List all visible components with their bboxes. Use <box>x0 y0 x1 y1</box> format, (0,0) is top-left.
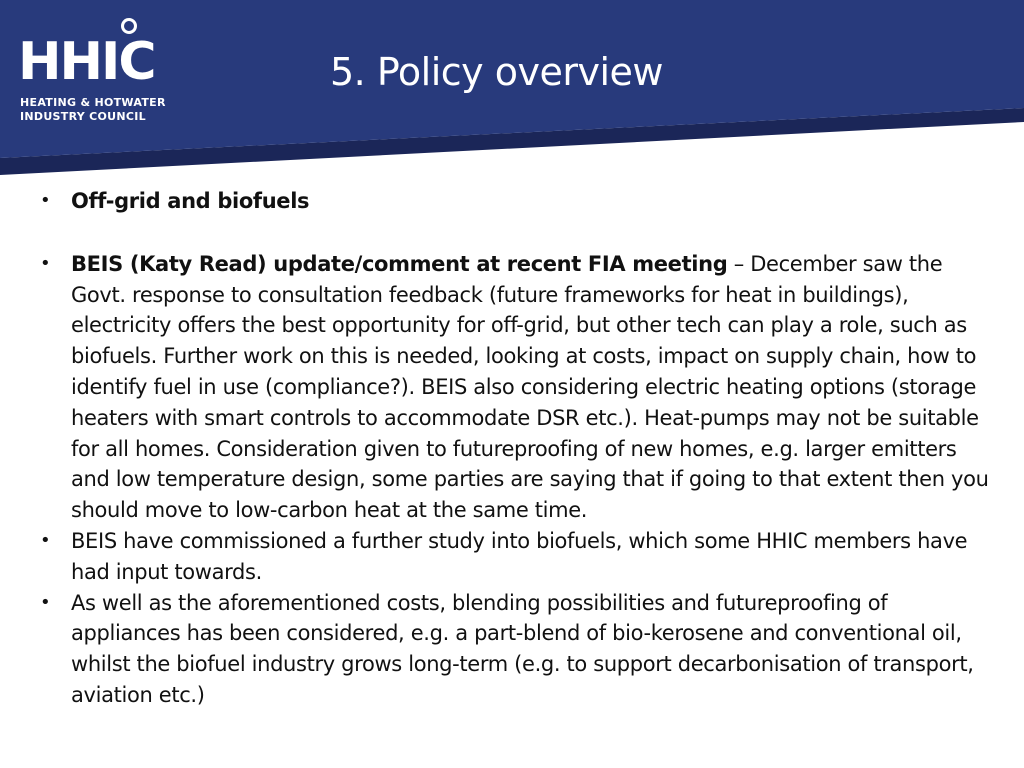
logo-tagline: HEATING & HOTWATER INDUSTRY COUNCIL <box>20 96 166 123</box>
bullet-dot-icon: • <box>40 190 51 211</box>
slide-content <box>34 186 994 711</box>
bullet-text: BEIS have commissioned a further study into biofuels, which some HHIC members have had input towards. <box>71 528 968 584</box>
bullet-bold-text: Off-grid and biofuels <box>71 189 310 213</box>
page-title: 5. Policy overview <box>330 50 663 94</box>
bullet-dot-icon: • <box>40 529 51 551</box>
bullet-text: – December saw the Govt. response to consultation feedback (future frameworks for heat in buildings), electricity offers the best opportunity for off-grid, but other tech can play a role, such as biofuels. Further work on this is needed, looking at costs, impact on supply chain, how to identify fuel in use (compliance?). BEIS also considering electric heating options (storage heaters with smart controls to accommodate DSR etc.). Heat-pumps may not be suitable for all homes. Consideration given to futureproofing of new homes, e.g. larger emitters and low temperature design, some parties are saying that if going to that extent then you should move to low-carbon heat at the same time. <box>71 251 989 523</box>
bullet-text: As well as the aforementioned costs, blending possibilities and futureproofing of appliances has been considered, e.g. a part-blend of bio-kerosene and conventional oil, whilst the biofuel industry grows long-term (e.g. to support decarbonisation of transport, aviation etc.) <box>71 590 974 707</box>
bullet-list <box>34 186 994 711</box>
bullet-item <box>34 588 994 711</box>
bullet-dot-icon: • <box>40 591 51 613</box>
bullet-item <box>34 249 994 526</box>
bullet-item <box>34 526 994 588</box>
bullet-bold-text: BEIS (Katy Read) update/comment at recent FIA meeting <box>71 251 728 276</box>
bullet-dot-icon: • <box>40 252 51 274</box>
bullet-item <box>34 186 994 217</box>
logo-mark: HHIC <box>18 32 155 92</box>
hhic-logo <box>18 18 178 128</box>
